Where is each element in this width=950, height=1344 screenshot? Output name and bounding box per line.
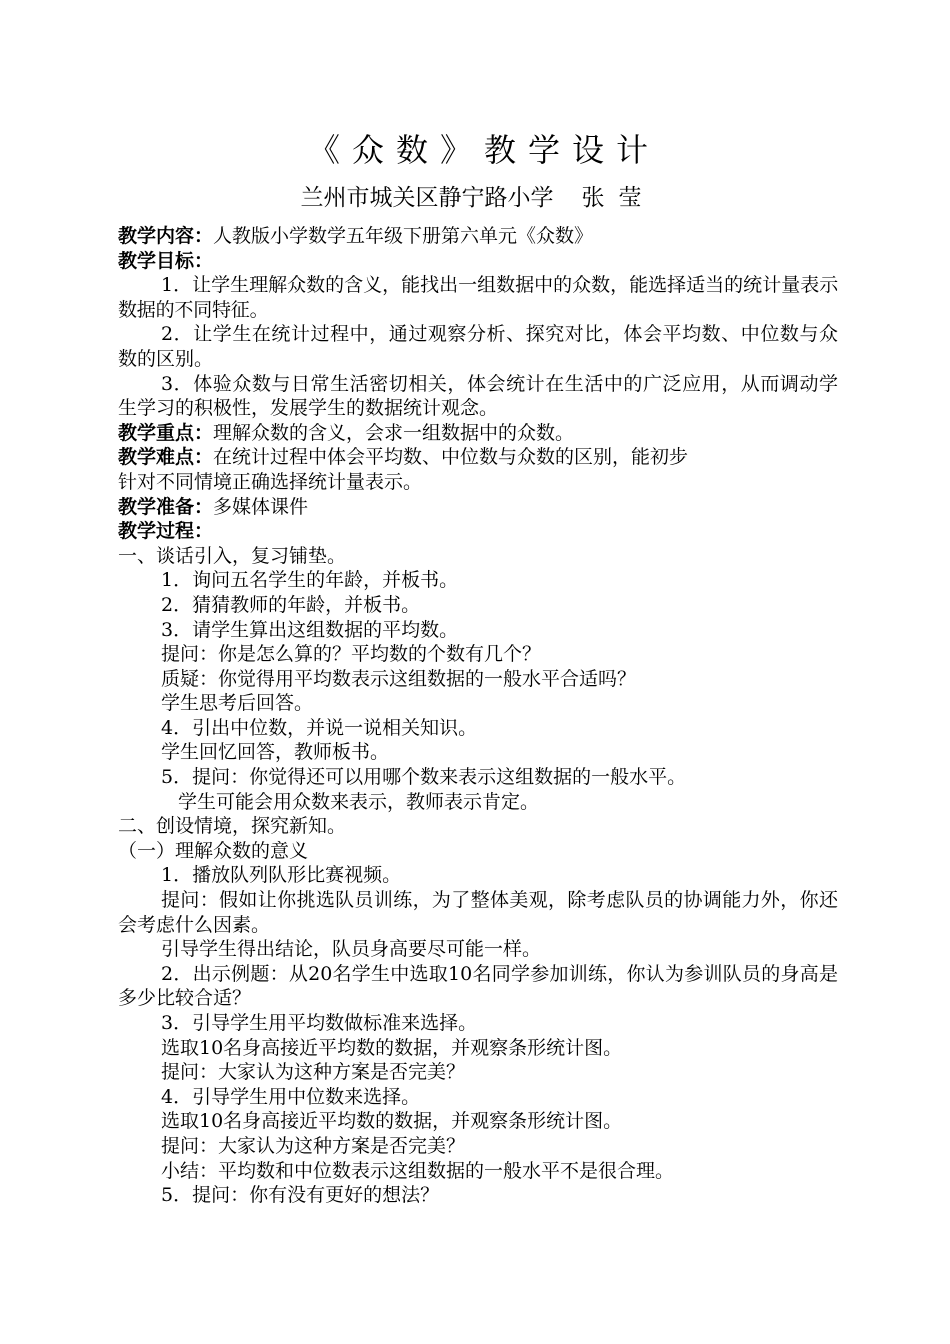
process-line: 提问：你是怎么算的？平均数的个数有几个？	[161, 643, 542, 666]
process-line: 提问：大家认为这种方案是否完美？	[161, 1134, 466, 1157]
teaching-content	[118, 224, 838, 249]
process-line: 提问：大家认为这种方案是否完美？	[161, 1061, 466, 1084]
process-line: 质疑：你觉得用平均数表示这组数据的一般水平合适吗？	[161, 667, 637, 690]
objective-item: 3．体验众数与日常生活密切相关，体会统计在生活中的广泛应用，从而调动学生学习的积极性，发展学生的数据统计观念。	[118, 372, 838, 420]
process-line: 学生回忆回答，教师板书。	[161, 741, 390, 764]
process-line: 5．提问：你有没有更好的想法？	[161, 1184, 440, 1207]
process-line: 5．提问：你觉得还可以用哪个数来表示这组数据的一般水平。	[161, 766, 687, 789]
key-point-label: 教学重点：	[118, 421, 214, 444]
preparation-label: 教学准备：	[118, 495, 214, 518]
process-line: 选取10名身高接近平均数的数据，并观察条形统计图。	[161, 1110, 623, 1133]
section-heading: 二、创设情境，探究新知。	[118, 815, 347, 838]
teaching-objectives-label: 教学目标：	[118, 249, 214, 272]
process-line: 学生可能会用众数来表示，教师表示肯定。	[178, 790, 540, 813]
teaching-content-label: 教学内容：	[118, 225, 214, 247]
objective-item: 2．让学生在统计过程中，通过观察分析、探究对比，体会平均数、中位数与众数的区别。	[118, 323, 838, 370]
process-line: 学生思考后回答。	[161, 692, 314, 715]
process-line: 2．猜猜教师的年龄，并板书。	[161, 593, 421, 616]
process-line: 选取10名身高接近平均数的数据，并观察条形统计图。	[161, 1036, 623, 1059]
difficulty-text-line2: 针对不同情境正确选择统计量表示。	[118, 470, 423, 493]
subsection-heading: （一）理解众数的意义	[118, 839, 309, 862]
objective-item: 1．让学生理解众数的含义，能找出一组数据中的众数，能选择适当的统计量表示数据的不同特征。	[118, 274, 838, 321]
section-heading: 一、谈话引入，复习铺垫。	[118, 544, 347, 567]
author-name: 张莹	[581, 185, 656, 211]
document-title: 《众数》教学设计	[307, 131, 660, 169]
process-line: 4．引导学生用中位数来选择。	[161, 1085, 421, 1108]
document-page	[118, 128, 838, 1208]
process-line: 小结：平均数和中位数表示这组数据的一般水平不是很合理。	[161, 1159, 675, 1182]
difficulty-text-line1: 在统计过程中体会平均数、中位数与众数的区别，能初步	[213, 446, 689, 469]
document-subtitle	[118, 182, 838, 214]
preparation-text: 多媒体课件	[213, 495, 309, 518]
teaching-difficulty	[118, 445, 838, 470]
teaching-preparation	[118, 495, 838, 520]
teaching-key-point	[118, 421, 838, 446]
key-point-text: 理解众数的含义，会求一组数据中的众数。	[213, 421, 575, 444]
process-line: 3．请学生算出这组数据的平均数。	[161, 618, 459, 641]
teaching-content-text: 人教版小学数学五年级下册第六单元《众数》	[213, 225, 594, 247]
process-line: 1．询问五名学生的年龄，并板书。	[161, 569, 459, 592]
school-name: 兰州市城关区静宁路小学	[300, 185, 554, 211]
process-line: 引导学生得出结论，队员身高要尽可能一样。	[161, 938, 542, 961]
process-paragraph: 2．出示例题：从20名学生中选取10名同学参加训练，你认为参训队员的身高是多少比较合适？	[118, 962, 838, 1010]
process-line: 4．引出中位数，并说一说相关知识。	[161, 716, 478, 739]
document-body	[118, 224, 838, 1208]
process-paragraph: 提问：假如让你挑选队员训练，为了整体美观，除考虑队员的协调能力外，你还会考虑什么因素。	[118, 889, 838, 936]
process-line: 1．播放队列队形比赛视频。	[161, 864, 402, 887]
difficulty-label: 教学难点：	[118, 446, 214, 469]
teaching-process-label: 教学过程：	[118, 520, 214, 543]
process-line: 3．引导学生用平均数做标准来选择。	[161, 1012, 478, 1034]
